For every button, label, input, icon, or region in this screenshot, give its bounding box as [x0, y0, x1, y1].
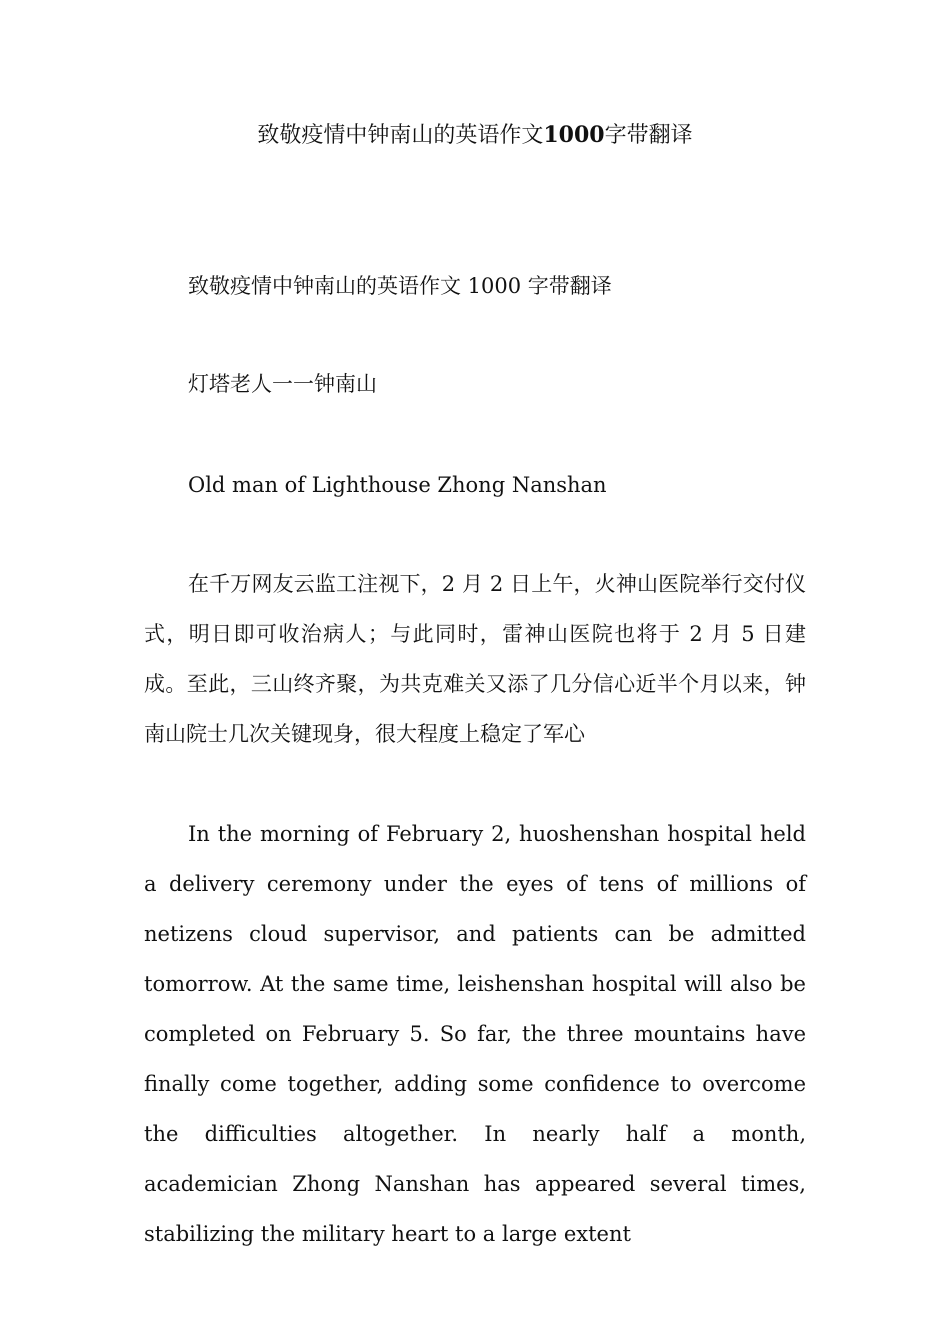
chinese-body-paragraph: 在千万网友云监工注视下，2 月 2 日上午，火神山医院举行交付仪式，明日即可收治病人；与此同时，雷神山医院也将于 2 月 5 日建成。至此，三山终齐聚，为共克难关又添了几分信心近半个月以来，钟南山院士几次关键现身，很大程度上稳定了军心: [144, 572, 806, 746]
title-prefix: 致敬疫情中钟南山的英语作文: [257, 123, 544, 148]
english-heading-paragraph: Old man of Lighthouse Zhong Nanshan: [188, 473, 607, 497]
title-suffix: 字带翻译: [604, 123, 693, 148]
subtitle-paragraph: 致敬疫情中钟南山的英语作文 1000 字带翻译: [188, 274, 612, 298]
english-body-paragraph: In the morning of February 2, huoshenshan hospital held a delivery ceremony under the eyes of tens of millions of netizens cloud supervisor, and patients can be admitted tomorrow. At the same time, leishenshan hospital will also be completed on February 5. So far, the three mountains have finally come together, adding some confidence to overcome the difficulties altogether. In nearly half a month, academician Zhong Nanshan has appeared several times, stabilizing the military heart to a large extent: [144, 822, 806, 1246]
chinese-heading-paragraph: 灯塔老人一一钟南山: [188, 372, 377, 396]
title-number: 1000: [543, 122, 605, 148]
document-title: [0, 118, 950, 153]
